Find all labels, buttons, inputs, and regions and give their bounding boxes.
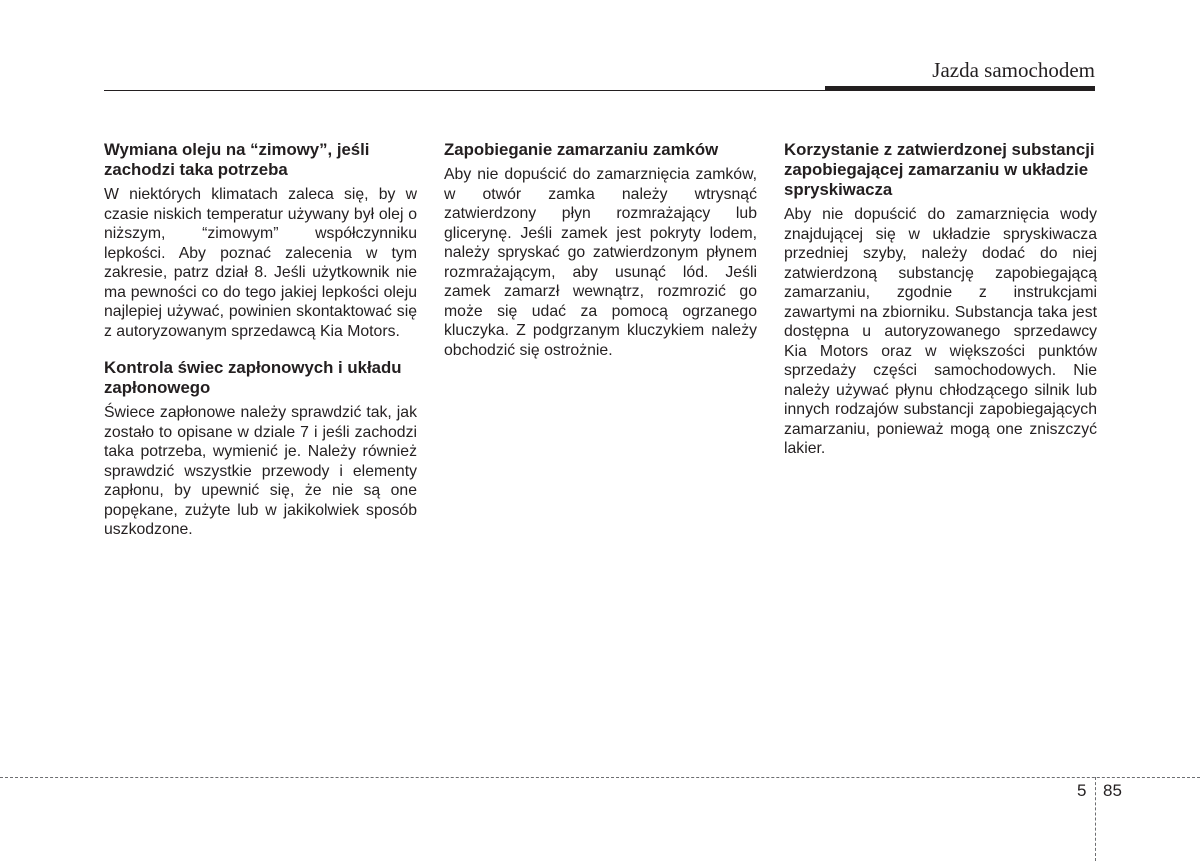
section-lock-freezing	[444, 140, 757, 360]
column-right	[784, 140, 1097, 476]
section-body: W niektórych klimatach zaleca się, by w czasie niskich temperatur używany był olej o niższym, “zimowym” współczynniku lepkości. Aby poznać zalecenia w tym zakresie, patrz dział 8. Jeśli użytkownik nie ma pewności co do tego jakiej lepkości oleju najlepiej używać, powinien skontaktować się z autoryzowanym sprzedawcą Kia Motors.	[104, 186, 417, 340]
header-rule-accent	[825, 86, 1095, 91]
chapter-number: 5	[1077, 781, 1087, 800]
column-left	[104, 140, 417, 557]
section-title: Zapobieganie zamarzaniu zamków	[444, 140, 719, 159]
footer-divider	[1095, 777, 1096, 861]
section-washer-antifreeze	[784, 140, 1097, 459]
header-title: Jazda samochodem	[932, 58, 1095, 82]
page-number: 85	[1103, 781, 1122, 800]
section-title: Kontrola świec zapłonowych i układu zapłonowego	[104, 358, 402, 397]
section-body: Aby nie dopuścić do zamarznięcia wody znajdującej się w układzie spryskiwacza przedniej szyby, należy dodać do niej zatwierdzoną substancję zapobiegającą zamarzaniu, zgodnie z instrukcjami zawartymi na zbiorniku. Substancja taka jest dostępna u autoryzowanego sprzedawcy Kia Motors oraz w większości punktów sprzedaży części samochodowych. Nie należy używać płynu chłodzącego silnik lub innych rodzajów substancji zapobiegających zamarzaniu, ponieważ mogą one zniszczyć lakier.	[784, 206, 1097, 457]
section-body: Świece zapłonowe należy sprawdzić tak, jak zostało to opisane w dziale 7 i jeśli zachodzi taka potrzeba, wymienić je. Należy również sprawdzić wszystkie przewody i elementy zapłonu, by upewnić się, że nie są one popękane, zużyte lub w jakikolwiek sposób uszkodzone.	[104, 404, 417, 538]
section-spark-plugs	[104, 358, 417, 540]
section-oil-change	[104, 140, 417, 341]
section-title: Wymiana oleju na “zimowy”, jeśli zachodzi taka potrzeba	[104, 140, 370, 179]
column-middle	[444, 140, 757, 377]
section-body: Aby nie dopuścić do zamarznięcia zamków, w otwór zamka należy wtrysnąć zatwierdzony płyn rozmrażający lub glicerynę. Jeśli zamek jest pokryty lodem, należy spryskać go zatwierdzonym płynem rozmrażającym, aby usunąć lód. Jeśli zamek zamarzł wewnątrz, rozmrozić go może się udać za pomocą ogrzanego kluczyka. Z podgrzanym kluczykiem należy obchodzić się ostrożnie.	[444, 166, 757, 359]
section-title: Korzystanie z zatwierdzonej substancji zapobiegającej zamarzaniu w układzie spryskiwacza	[784, 140, 1095, 199]
footer-rule	[0, 777, 1200, 778]
